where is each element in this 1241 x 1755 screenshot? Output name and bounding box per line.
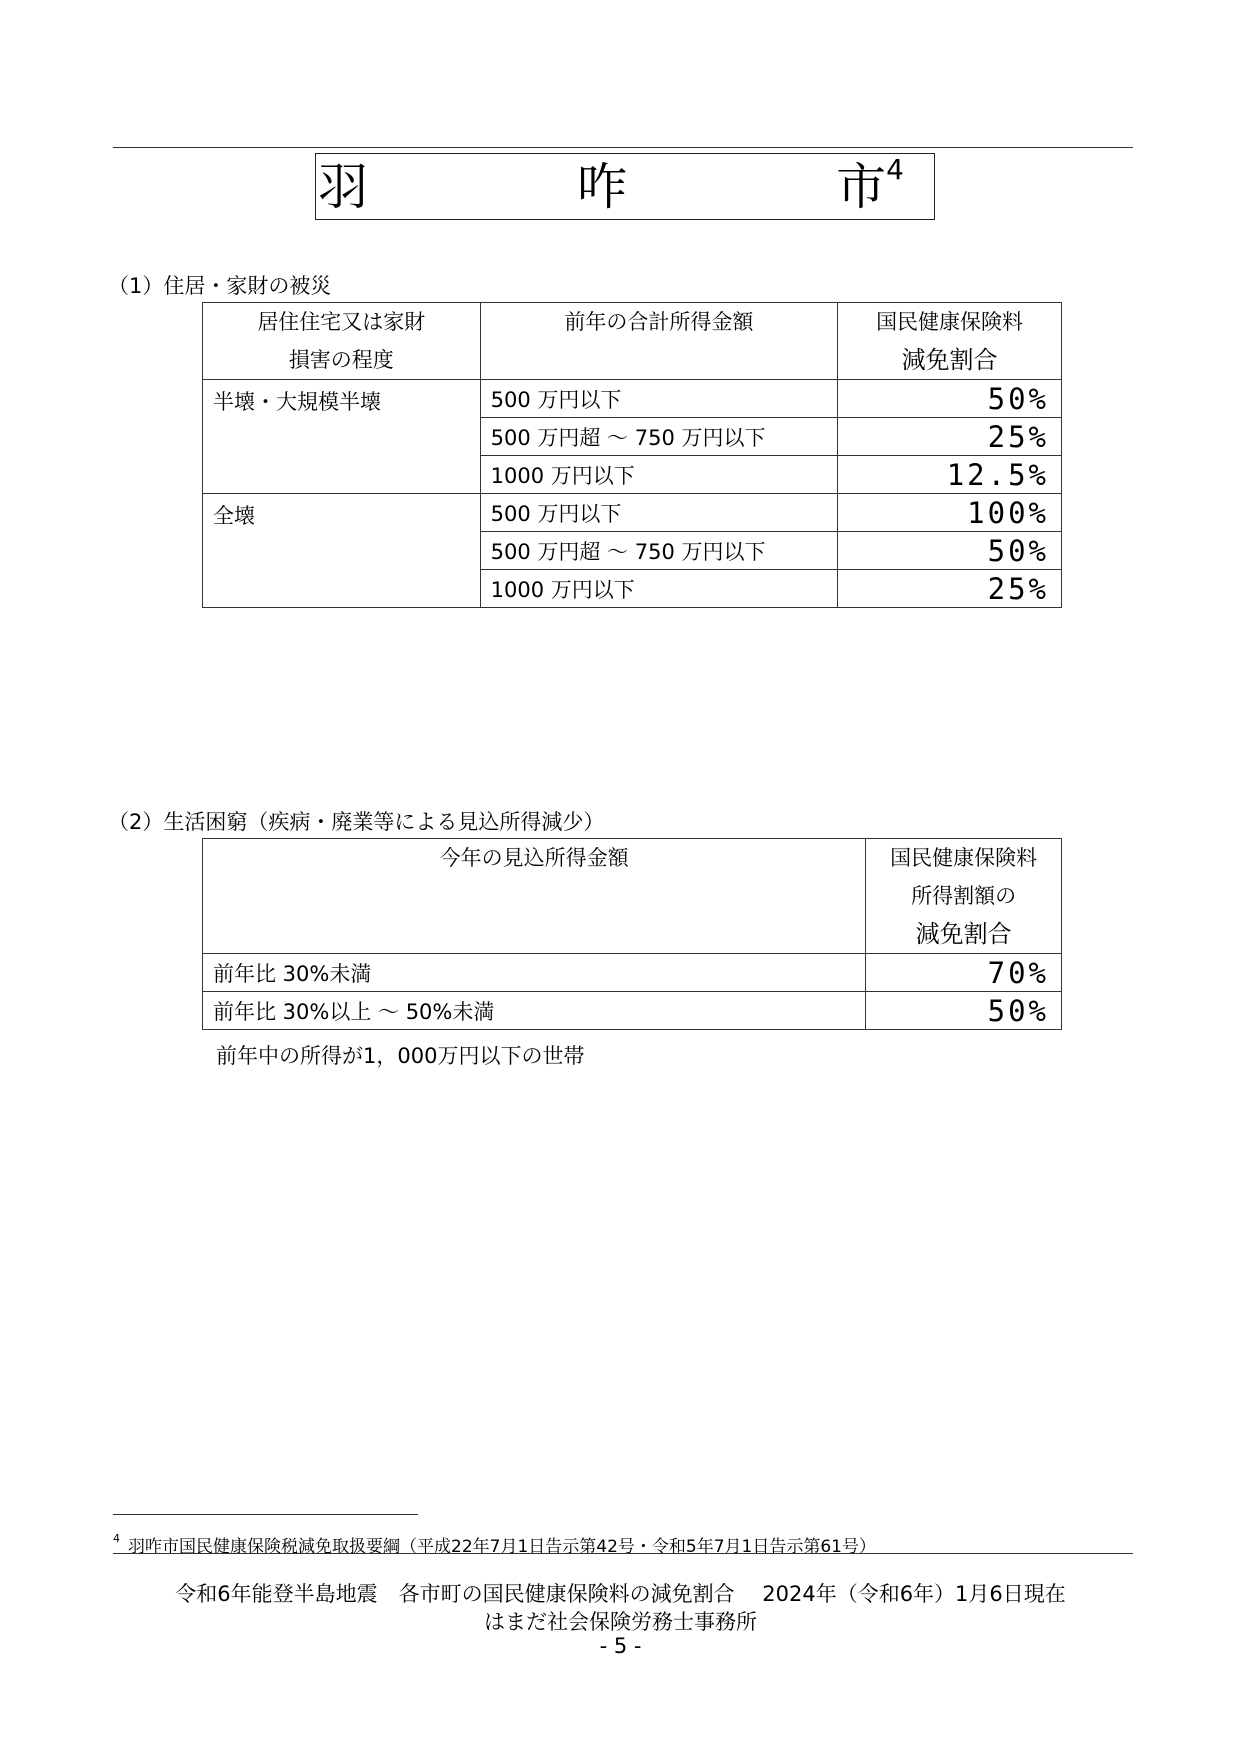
section2-header-row [203,839,1062,954]
rate-cell: 50% [866,992,1062,1030]
title-char-3: 市$^4$ [836,152,904,216]
income-cell: 1000 万円以下 [480,570,838,608]
table-row [203,380,1062,418]
income-cell: 500 万円以下 [480,380,838,418]
rate-cell: 25% [838,418,1062,456]
header-previous-income: 前年の合計所得金額 [480,303,838,380]
income-cell: 500 万円以下 [480,494,838,532]
income-cell: 前年比 30%以上 ～ 50%未満 [203,992,866,1030]
footnote-text: 羽咋市国民健康保険税減免取扱要綱（平成22年7月1日告示第42号・令和5年7月1日告示第61号） [128,1537,876,1557]
section1-header-row [203,303,1062,380]
header-reduction-rate: 国民健康保険料 所得割額の 減免割合 [866,839,1062,954]
rate-cell: 12.5% [838,456,1062,494]
group-label: 全壊 [203,494,481,608]
page-number: - 5 - [599,1634,642,1658]
income-cell: 500 万円超 ～ 750 万円以下 [480,532,838,570]
footnote-rule [113,1514,418,1515]
footer-line-1: 令和6年能登半島地震 各市町の国民健康保険料の減免割合 2024年（令和6年）1月6日現在 [175,1582,1066,1606]
table-row [203,494,1062,532]
section2-note: 前年中の所得が1，000万円以下の世帯 [216,1044,585,1068]
rate-cell: 70% [866,954,1062,992]
income-cell: 前年比 30%未満 [203,954,866,992]
group-label: 半壊・大規模半壊 [203,380,481,494]
page-title [315,153,935,220]
header-expected-income: 今年の見込所得金額 [203,839,866,954]
header-reduction-rate: 国民健康保険料 減免割合 [838,303,1062,380]
header-rule [113,147,1133,148]
footnote-number: 4 [113,1532,120,1545]
rate-cell: 100% [838,494,1062,532]
footer-rule [113,1553,1133,1554]
rate-cell: 50% [838,532,1062,570]
section2-heading: （2）生活困窮（疾病・廃業等による見込所得減少） [108,810,605,834]
title-footnote-ref: 4 [886,152,904,186]
income-cell: 1000 万円以下 [480,456,838,494]
rate-cell: 25% [838,570,1062,608]
section1-table [202,302,1062,608]
table-row [203,954,1062,992]
header-damage-level: 居住住宅又は家財 損害の程度 [203,303,481,380]
title-char-2: 咋 [577,157,628,216]
income-cell: 500 万円超 ～ 750 万円以下 [480,418,838,456]
footer-office-name: はまだ社会保険労務士事務所 [484,1610,757,1634]
title-char-1: 羽 [318,157,368,216]
section1-heading: （1）住居・家財の被災 [108,274,332,298]
table-row [203,992,1062,1030]
section2-table [202,838,1062,1030]
rate-cell: 50% [838,380,1062,418]
